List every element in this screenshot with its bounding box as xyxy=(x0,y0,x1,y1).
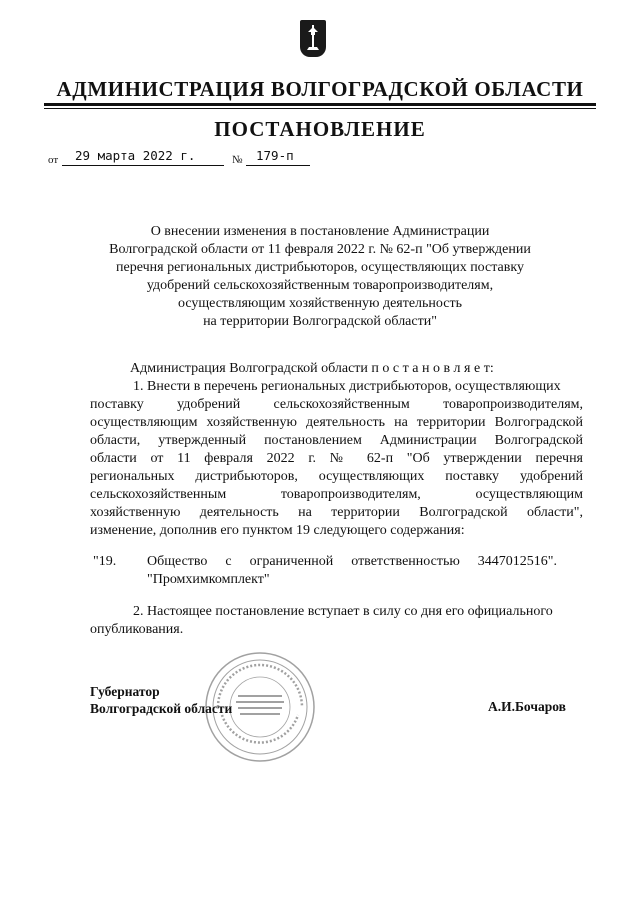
subject-line: на территории Волгоградской области" xyxy=(203,314,437,329)
item-1-paragraph xyxy=(90,378,583,540)
item-2-line: 2. Настоящее постановление вступает в силу со дня его официального xyxy=(133,604,553,619)
document-subject xyxy=(100,223,540,331)
number-underline xyxy=(246,165,310,166)
item-1-line: хозяйственную деятельность на территории Волгоградской области", xyxy=(90,505,583,520)
header-divider-thick xyxy=(44,103,596,106)
date-prefix-label: от xyxy=(48,154,59,166)
item-1-line: региональных дистрибьюторов, осуществляющих поставку удобрений xyxy=(90,469,583,484)
subject-line: перечня региональных дистрибьюторов, осуществляющих поставку xyxy=(116,260,524,275)
item-2-line: опубликования. xyxy=(90,622,184,637)
item-1-line: сельскохозяйственным товаропроизводителям, осуществляющим xyxy=(90,487,583,502)
subject-line: удобрений сельскохозяйственным товаропроизводителям, xyxy=(146,278,494,293)
document-date: 29 марта 2022 г. xyxy=(75,148,196,163)
intro-paragraph: Администрация Волгоградской области п о с т а н о в л я е т: xyxy=(130,361,494,376)
signatory-name: А.И.Бочаров xyxy=(488,699,566,714)
signatory-title-line: Губернатор xyxy=(90,684,160,699)
list-entry-text xyxy=(147,553,557,589)
number-label: № xyxy=(232,154,243,166)
volgograd-coat-of-arms-icon xyxy=(300,20,326,57)
list-entry-number: "19. xyxy=(93,554,117,569)
item-1-line: области, утвержденный постановлением Администрации Волгоградской xyxy=(90,433,583,448)
header-divider-thin xyxy=(44,108,596,109)
document-type-title: ПОСТАНОВЛЕНИЕ xyxy=(214,117,426,141)
item-2-paragraph xyxy=(90,603,583,639)
subject-line: О внесении изменения в постановление Администрации xyxy=(150,224,490,239)
item-1-line: области от 11 февраля 2022 г. № 62-п "Об утверждении перечня xyxy=(90,451,583,466)
document-number: 179-п xyxy=(256,148,294,163)
item-1-line: 1. Внести в перечень региональных дистрибьюторов, осуществляющих xyxy=(133,379,561,394)
item-1-line: изменение, дополнив его пунктом 19 следующего содержания: xyxy=(90,523,465,538)
date-underline xyxy=(62,165,224,166)
signatory-title xyxy=(90,683,232,717)
signatory-title-line: Волгоградской области xyxy=(90,701,233,716)
item-1-line: осуществляющим хозяйственную деятельность на территории Волгоградской xyxy=(90,415,583,430)
item-1-line: поставку удобрений сельскохозяйственным товаропроизводителям, xyxy=(90,397,583,412)
subject-line: Волгоградской области от 11 февраля 2022 г. № 62-п "Об утверждении xyxy=(109,242,531,257)
subject-line: осуществляющим хозяйственную деятельность xyxy=(178,296,462,311)
list-entry-line: "Промхимкомплект" xyxy=(147,572,270,587)
list-entry-line: Общество с ограниченной ответственностью 3447012516". xyxy=(147,554,557,569)
organization-name: АДМИНИСТРАЦИЯ ВОЛГОГРАДСКОЙ ОБЛАСТИ xyxy=(56,77,584,101)
